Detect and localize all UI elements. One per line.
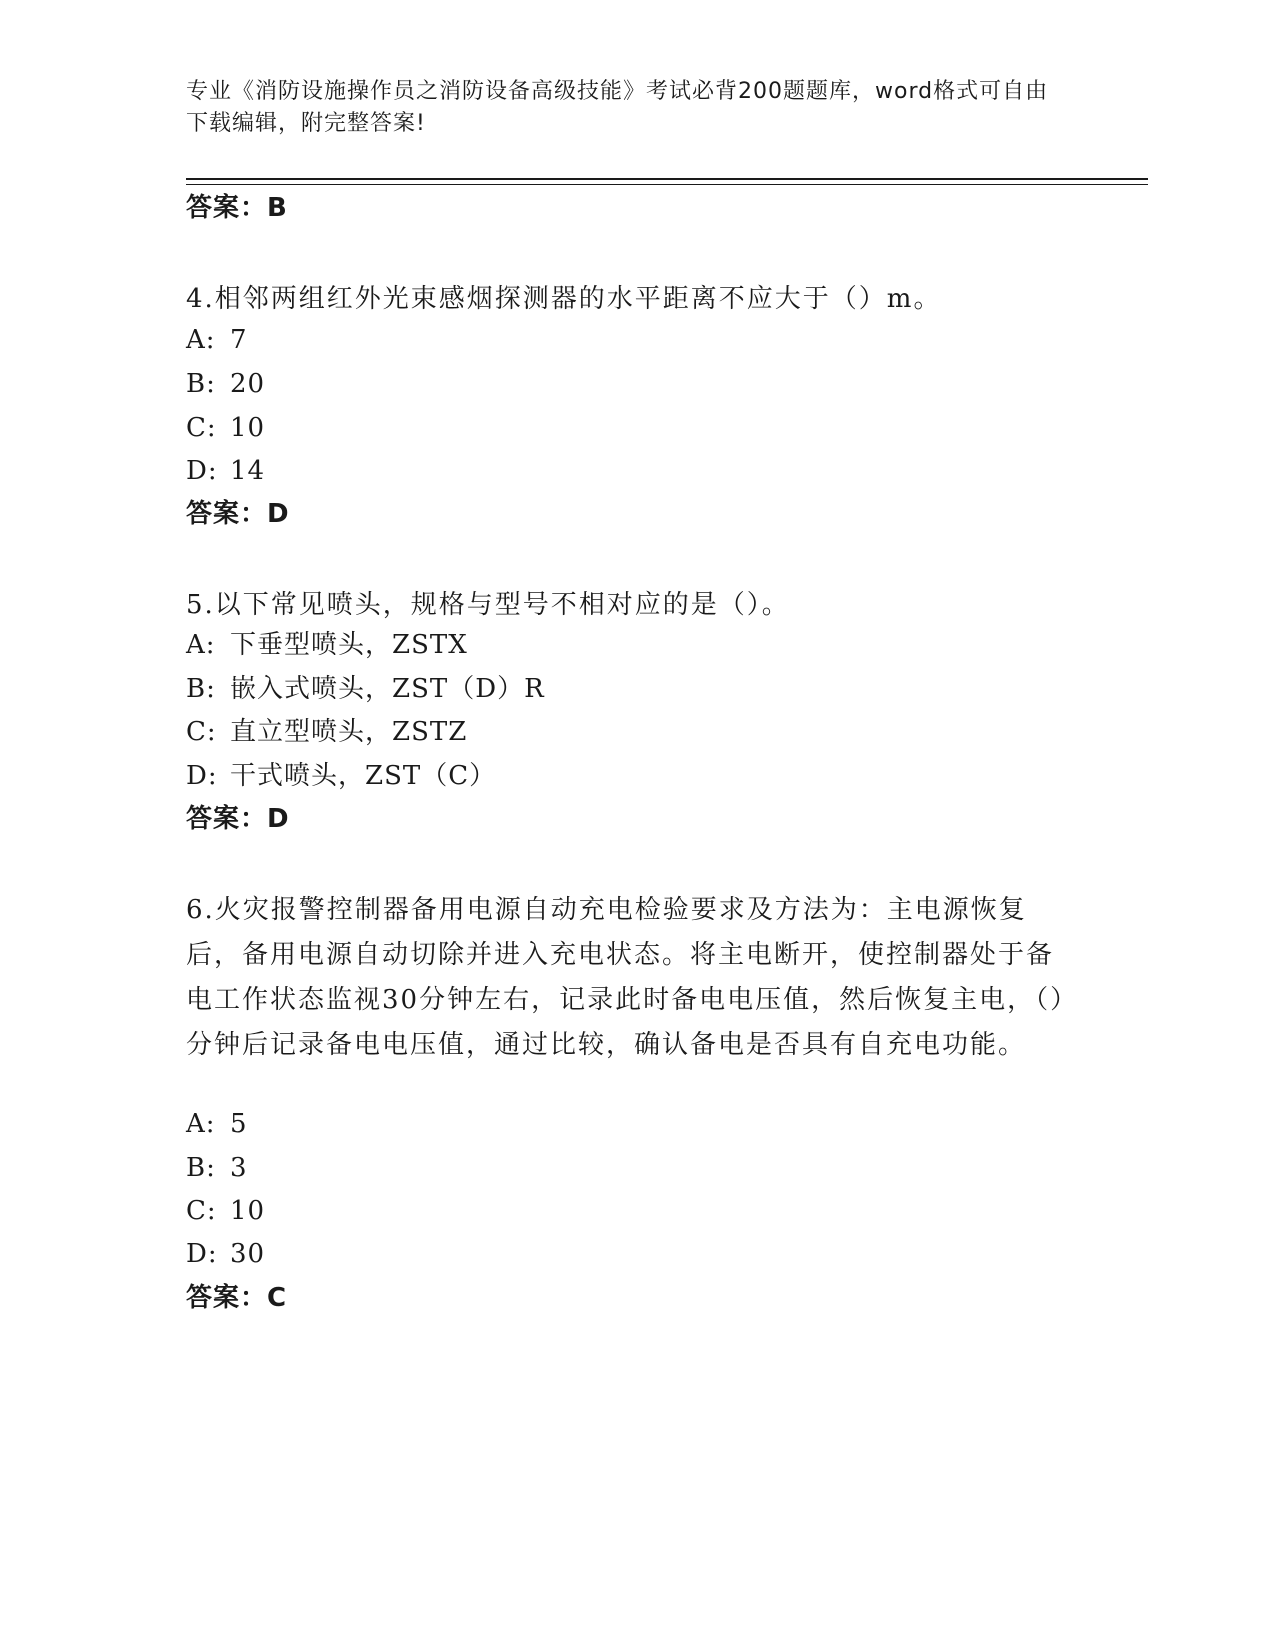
option-key: C:: [186, 1196, 217, 1226]
option-key: B:: [186, 674, 216, 704]
option-item: [186, 453, 265, 489]
answer-line: 答案：D: [186, 804, 290, 834]
option-item: [186, 758, 496, 794]
question-stem: 4.相邻两组红外光束感烟探测器的水平距离不应大于（）m。: [186, 284, 942, 314]
option-key: D:: [186, 1239, 218, 1269]
option-item: [186, 322, 248, 358]
question-stem: 5.以下常见喷头，规格与型号不相对应的是（）。: [186, 590, 790, 620]
option-text: 3: [230, 1153, 248, 1183]
option-key: B:: [186, 1153, 216, 1183]
option-item: [186, 627, 468, 663]
option-text: 下垂型喷头，ZSTX: [230, 630, 468, 660]
option-key: D:: [186, 761, 218, 791]
answer-line: 答案：B: [186, 193, 288, 223]
option-text: 10: [230, 413, 266, 443]
option-key: A:: [186, 1109, 216, 1139]
option-item: [186, 1150, 248, 1186]
option-item: [186, 671, 545, 707]
option-text: 干式喷头，ZST（C）: [230, 761, 497, 791]
option-key: C:: [186, 717, 217, 747]
option-item: [186, 410, 265, 446]
header-divider: [186, 178, 1148, 180]
option-key: D:: [186, 456, 218, 486]
option-item: [186, 1193, 265, 1229]
option-item: [186, 366, 265, 402]
header-divider-thin: [186, 184, 1148, 185]
option-key: A:: [186, 630, 216, 660]
option-text: 7: [230, 325, 248, 355]
option-text: 20: [230, 369, 266, 399]
option-key: C:: [186, 413, 217, 443]
document-header: 专业《消防设施操作员之消防设备高级技能》考试必背200题题库，word格式可自由下载编辑，附完整答案!: [186, 79, 1049, 136]
option-item: [186, 1236, 265, 1272]
option-text: 直立型喷头，ZSTZ: [230, 717, 468, 747]
option-item: [186, 1106, 248, 1142]
answer-line: 答案：C: [186, 1283, 288, 1313]
option-text: 10: [230, 1196, 266, 1226]
option-key: A:: [186, 325, 216, 355]
option-text: 嵌入式喷头，ZST（D）R: [230, 674, 545, 704]
answer-line: 答案：D: [186, 499, 290, 529]
option-item: [186, 714, 467, 750]
question-stem: 6.火灾报警控制器备用电源自动充电检验要求及方法为：主电源恢复后，备用电源自动切除并进入充电状态。将主电断开，使控制器处于备电工作状态监视30分钟左右，记录此时备电电压值，然后恢复主电，（）分钟后记录备电电压值，通过比较，确认备电是否具有自充电功能。: [186, 895, 1066, 1060]
option-text: 14: [230, 456, 266, 486]
option-text: 5: [230, 1109, 248, 1139]
option-text: 30: [230, 1239, 266, 1269]
option-key: B:: [186, 369, 216, 399]
